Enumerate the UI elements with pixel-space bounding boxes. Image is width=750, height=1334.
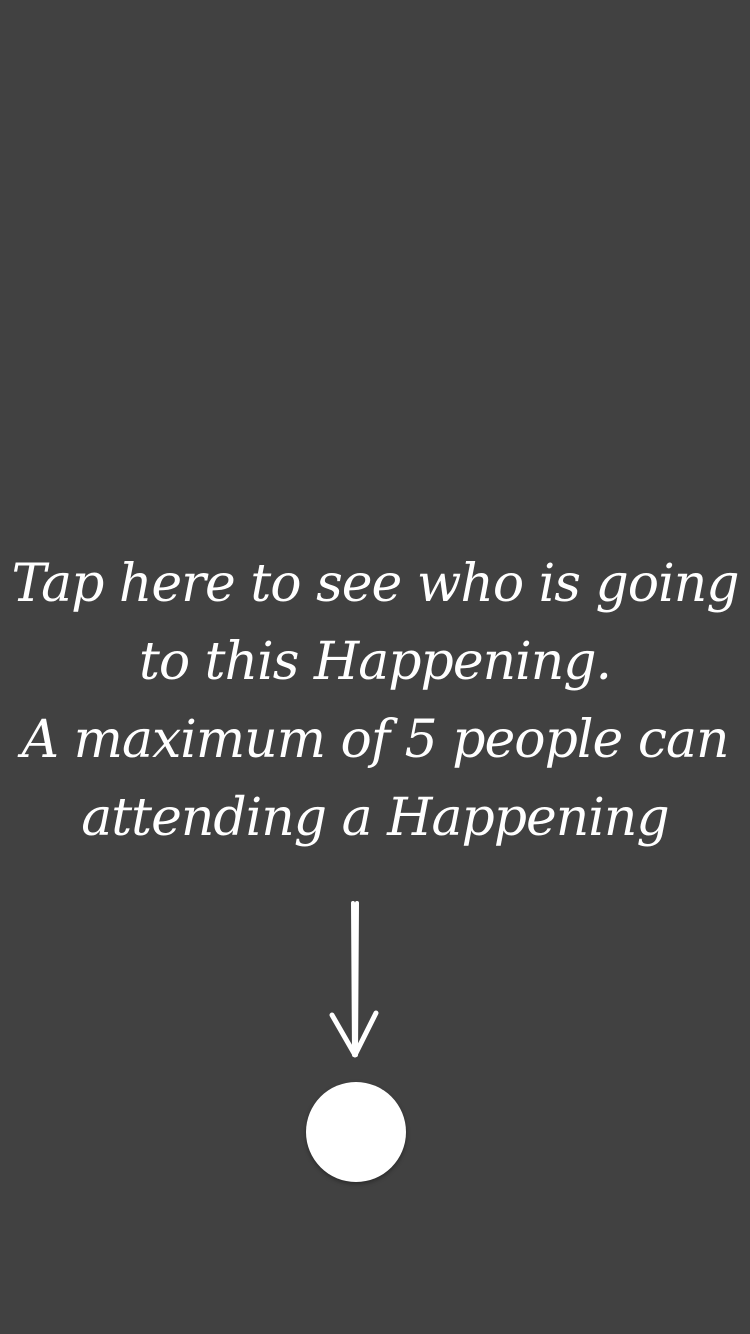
hint-line-3: A maximum of 5 people can: [21, 710, 729, 770]
attendees-tap-target[interactable]: [306, 1082, 406, 1182]
arrow-down-icon: [320, 895, 390, 1065]
tutorial-hint-text: [0, 545, 750, 857]
hint-line-1: Tap here to see who is going: [11, 554, 739, 614]
hint-line-2: to this Happening.: [138, 632, 612, 692]
hint-line-4: attending a Happening: [81, 788, 669, 848]
